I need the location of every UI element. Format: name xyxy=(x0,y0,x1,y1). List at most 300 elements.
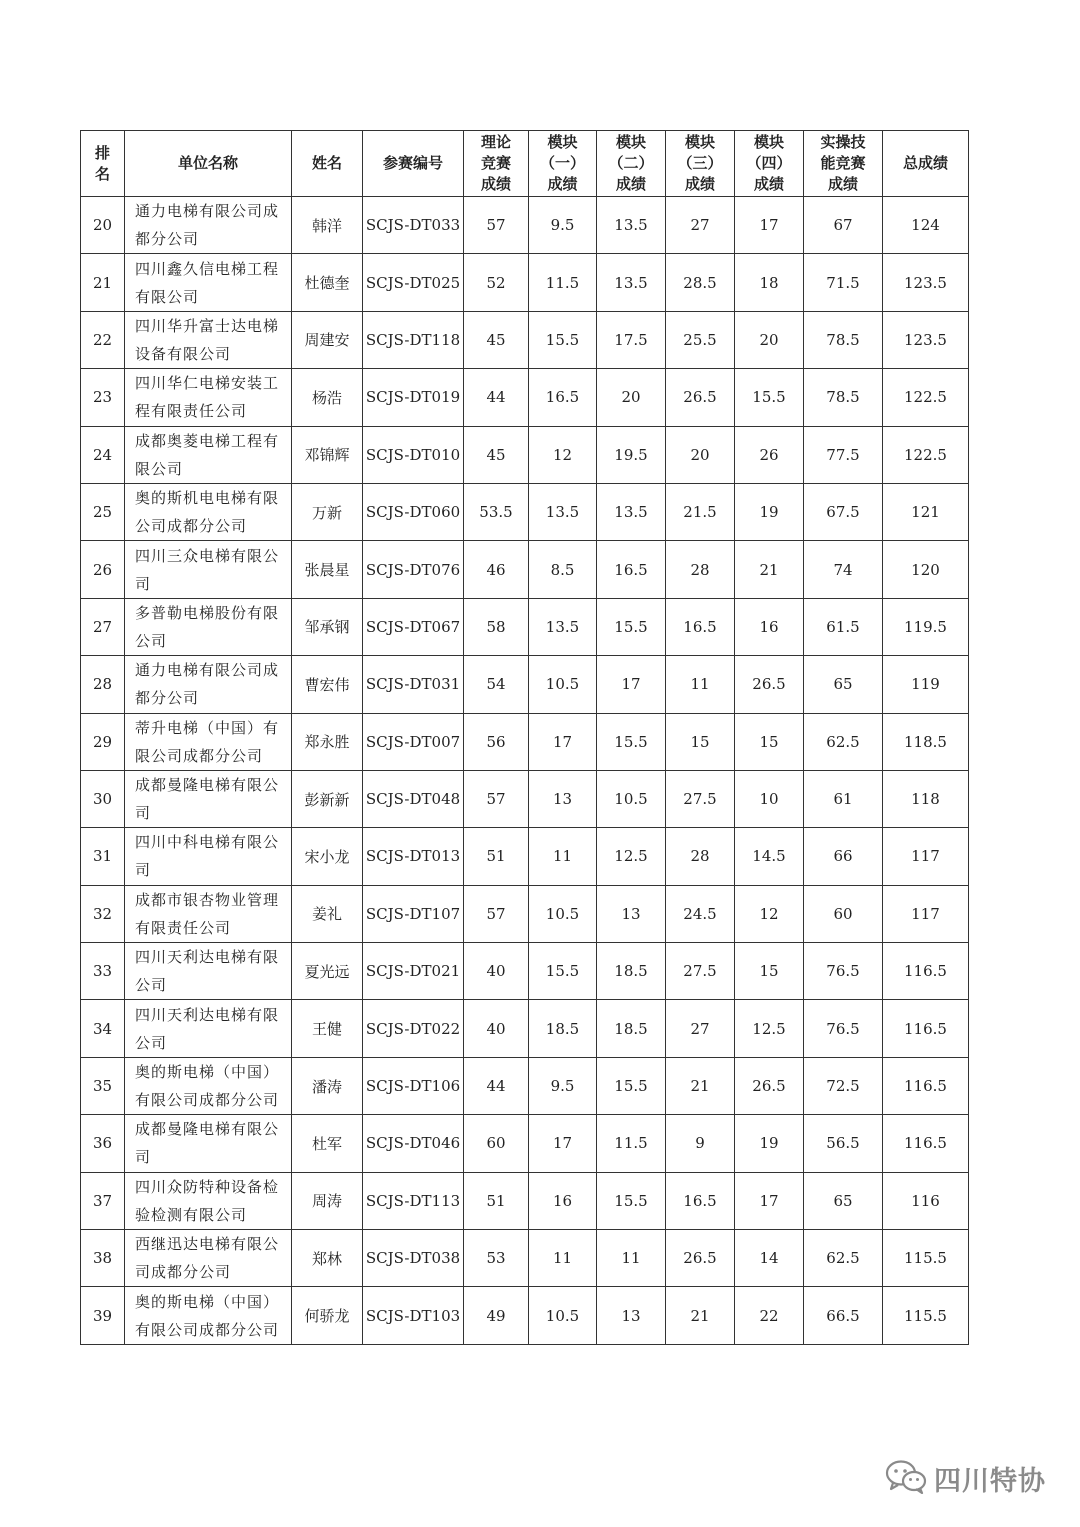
company-line: 奥的斯电梯（中国） xyxy=(135,1063,280,1082)
cell-rank: 22 xyxy=(81,311,125,368)
cell-company xyxy=(125,197,292,254)
cell-id: SCJS-DT076 xyxy=(363,541,464,598)
cell-company xyxy=(125,1230,292,1287)
cell-m3: 16.5 xyxy=(666,598,735,655)
cell-theory: 60 xyxy=(464,1115,529,1172)
cell-theory: 52 xyxy=(464,254,529,311)
cell-practical: 67 xyxy=(804,197,883,254)
cell-m3: 26.5 xyxy=(666,369,735,426)
cell-id: SCJS-DT019 xyxy=(363,369,464,426)
cell-id: SCJS-DT060 xyxy=(363,483,464,540)
cell-theory: 40 xyxy=(464,1000,529,1057)
cell-name: 宋小龙 xyxy=(292,828,363,885)
cell-theory: 53.5 xyxy=(464,483,529,540)
cell-id: SCJS-DT025 xyxy=(363,254,464,311)
cell-m1: 11 xyxy=(529,1230,597,1287)
company-line: 司 xyxy=(135,1148,152,1167)
cell-company xyxy=(125,1172,292,1229)
company-line: 都分公司 xyxy=(135,230,200,249)
cell-rank: 34 xyxy=(81,1000,125,1057)
company-line: 蒂升电梯（中国）有 xyxy=(135,718,280,737)
company-line: 司成都分公司 xyxy=(135,1263,232,1282)
cell-m2: 13 xyxy=(597,885,666,942)
company-line: 成都市银杏物业管理 xyxy=(135,890,280,909)
header-company xyxy=(125,131,292,197)
cell-theory: 53 xyxy=(464,1230,529,1287)
company-line: 有限公司成都分公司 xyxy=(135,1320,280,1339)
company-line: 成都曼隆电梯有限公 xyxy=(135,776,280,795)
header-module-1 xyxy=(529,131,597,197)
cell-rank: 20 xyxy=(81,197,125,254)
header-line: 成绩 xyxy=(480,175,511,193)
cell-id: SCJS-DT106 xyxy=(363,1057,464,1114)
cell-rank: 24 xyxy=(81,426,125,483)
cell-id: SCJS-DT038 xyxy=(363,1230,464,1287)
cell-total: 119.5 xyxy=(883,598,969,655)
cell-practical: 67.5 xyxy=(804,483,883,540)
header-line: （一） xyxy=(539,154,585,172)
table-row xyxy=(81,770,969,827)
cell-m2: 15.5 xyxy=(597,598,666,655)
cell-name: 夏光远 xyxy=(292,943,363,1000)
cell-company xyxy=(125,369,292,426)
cell-id: SCJS-DT033 xyxy=(363,197,464,254)
cell-m4: 15 xyxy=(735,943,804,1000)
cell-theory: 45 xyxy=(464,426,529,483)
cell-m1: 17 xyxy=(529,713,597,770)
cell-practical: 78.5 xyxy=(804,369,883,426)
cell-name: 万新 xyxy=(292,483,363,540)
cell-m3: 27.5 xyxy=(666,943,735,1000)
cell-practical: 65 xyxy=(804,656,883,713)
cell-name: 杨浩 xyxy=(292,369,363,426)
cell-m3: 24.5 xyxy=(666,885,735,942)
cell-company xyxy=(125,1000,292,1057)
company-line: 公司 xyxy=(135,1033,168,1052)
cell-m3: 9 xyxy=(666,1115,735,1172)
cell-total: 116.5 xyxy=(883,1000,969,1057)
header-practical xyxy=(804,131,883,197)
table-row xyxy=(81,483,969,540)
cell-name: 曹宏伟 xyxy=(292,656,363,713)
cell-practical: 60 xyxy=(804,885,883,942)
cell-m2: 13.5 xyxy=(597,483,666,540)
cell-id: SCJS-DT046 xyxy=(363,1115,464,1172)
cell-m1: 10.5 xyxy=(529,1287,597,1344)
cell-m3: 21.5 xyxy=(666,483,735,540)
company-line: 成都奥菱电梯工程有 xyxy=(135,431,280,450)
table-row xyxy=(81,426,969,483)
cell-total: 123.5 xyxy=(883,311,969,368)
cell-rank: 35 xyxy=(81,1057,125,1114)
cell-m4: 26.5 xyxy=(735,656,804,713)
company-line: 公司 xyxy=(135,976,168,995)
cell-theory: 57 xyxy=(464,885,529,942)
cell-m4: 14 xyxy=(735,1230,804,1287)
company-line: 四川中科电梯有限公 xyxy=(135,833,280,852)
company-line: 多普勒电梯股份有限 xyxy=(135,603,280,622)
company-line: 通力电梯有限公司成 xyxy=(135,202,280,221)
cell-m4: 14.5 xyxy=(735,828,804,885)
header-line: 模块 xyxy=(753,133,784,151)
cell-m2: 17.5 xyxy=(597,311,666,368)
cell-m2: 13 xyxy=(597,1287,666,1344)
cell-m2: 10.5 xyxy=(597,770,666,827)
cell-m1: 15.5 xyxy=(529,943,597,1000)
cell-total: 123.5 xyxy=(883,254,969,311)
cell-company xyxy=(125,656,292,713)
header-total xyxy=(883,131,969,197)
cell-practical: 61.5 xyxy=(804,598,883,655)
company-line: 四川华仁电梯安装工 xyxy=(135,374,280,393)
table-row xyxy=(81,311,969,368)
cell-total: 124 xyxy=(883,197,969,254)
cell-id: SCJS-DT010 xyxy=(363,426,464,483)
cell-practical: 66.5 xyxy=(804,1287,883,1344)
wechat-icon xyxy=(884,1458,928,1498)
cell-m4: 19 xyxy=(735,483,804,540)
cell-name: 周建安 xyxy=(292,311,363,368)
company-line: 四川众防特种设备检 xyxy=(135,1177,280,1196)
cell-id: SCJS-DT113 xyxy=(363,1172,464,1229)
cell-m3: 25.5 xyxy=(666,311,735,368)
cell-theory: 54 xyxy=(464,656,529,713)
cell-name: 杜德奎 xyxy=(292,254,363,311)
watermark xyxy=(884,1458,1046,1498)
cell-name: 潘涛 xyxy=(292,1057,363,1114)
cell-m3: 20 xyxy=(666,426,735,483)
cell-m1: 8.5 xyxy=(529,541,597,598)
company-line: 西继迅达电梯有限公 xyxy=(135,1235,280,1254)
cell-total: 116 xyxy=(883,1172,969,1229)
cell-m3: 16.5 xyxy=(666,1172,735,1229)
cell-practical: 72.5 xyxy=(804,1057,883,1114)
cell-practical: 71.5 xyxy=(804,254,883,311)
header-module-4 xyxy=(735,131,804,197)
cell-practical: 61 xyxy=(804,770,883,827)
company-line: 四川天利达电梯有限 xyxy=(135,1005,280,1024)
header-row xyxy=(81,131,969,197)
cell-total: 116.5 xyxy=(883,1057,969,1114)
cell-rank: 31 xyxy=(81,828,125,885)
cell-rank: 25 xyxy=(81,483,125,540)
cell-m1: 13.5 xyxy=(529,483,597,540)
cell-practical: 77.5 xyxy=(804,426,883,483)
header-module-2 xyxy=(597,131,666,197)
company-line: 奥的斯电梯（中国） xyxy=(135,1292,280,1311)
cell-m4: 21 xyxy=(735,541,804,598)
cell-company xyxy=(125,828,292,885)
cell-practical: 65 xyxy=(804,1172,883,1229)
header-line: 成绩 xyxy=(753,175,784,193)
cell-m1: 13 xyxy=(529,770,597,827)
header-line: 实操技 xyxy=(820,133,866,151)
cell-total: 118.5 xyxy=(883,713,969,770)
cell-m2: 11 xyxy=(597,1230,666,1287)
cell-m2: 12.5 xyxy=(597,828,666,885)
header-line: 排 xyxy=(94,143,110,162)
cell-rank: 29 xyxy=(81,713,125,770)
cell-theory: 51 xyxy=(464,1172,529,1229)
cell-m3: 11 xyxy=(666,656,735,713)
cell-total: 122.5 xyxy=(883,369,969,426)
cell-name: 郑永胜 xyxy=(292,713,363,770)
table-body xyxy=(81,197,969,1345)
header-id xyxy=(363,131,464,197)
cell-name: 何骄龙 xyxy=(292,1287,363,1344)
cell-rank: 32 xyxy=(81,885,125,942)
header-line: （四） xyxy=(746,154,792,172)
company-line: 有限责任公司 xyxy=(135,918,232,937)
table-row xyxy=(81,1000,969,1057)
company-line: 有限公司 xyxy=(135,287,200,306)
cell-id: SCJS-DT021 xyxy=(363,943,464,1000)
cell-total: 116.5 xyxy=(883,943,969,1000)
cell-m2: 20 xyxy=(597,369,666,426)
header-theory xyxy=(464,131,529,197)
company-line: 限公司成都分公司 xyxy=(135,746,264,765)
cell-id: SCJS-DT022 xyxy=(363,1000,464,1057)
table-row xyxy=(81,1057,969,1114)
header-line: 成绩 xyxy=(827,175,858,193)
cell-name: 邹承钢 xyxy=(292,598,363,655)
cell-m3: 28 xyxy=(666,541,735,598)
company-line: 公司成都分公司 xyxy=(135,517,248,536)
table-row xyxy=(81,1230,969,1287)
cell-m4: 12.5 xyxy=(735,1000,804,1057)
cell-name: 姜礼 xyxy=(292,885,363,942)
cell-total: 115.5 xyxy=(883,1230,969,1287)
header-line: 模块 xyxy=(615,133,646,151)
cell-m2: 13.5 xyxy=(597,197,666,254)
cell-total: 117 xyxy=(883,885,969,942)
cell-company xyxy=(125,426,292,483)
cell-id: SCJS-DT118 xyxy=(363,311,464,368)
cell-id: SCJS-DT048 xyxy=(363,770,464,827)
cell-name: 周涛 xyxy=(292,1172,363,1229)
table-row xyxy=(81,1115,969,1172)
cell-m1: 11.5 xyxy=(529,254,597,311)
cell-m4: 18 xyxy=(735,254,804,311)
cell-company xyxy=(125,541,292,598)
cell-rank: 23 xyxy=(81,369,125,426)
table-row xyxy=(81,254,969,311)
cell-id: SCJS-DT031 xyxy=(363,656,464,713)
cell-rank: 26 xyxy=(81,541,125,598)
watermark-text: 四川特协 xyxy=(934,1465,1046,1497)
header-rank xyxy=(81,131,125,197)
header-line: 竞赛 xyxy=(480,154,511,172)
cell-m3: 28.5 xyxy=(666,254,735,311)
cell-theory: 40 xyxy=(464,943,529,1000)
table-row xyxy=(81,656,969,713)
company-line: 奥的斯机电电梯有限 xyxy=(135,489,280,508)
cell-practical: 78.5 xyxy=(804,311,883,368)
header-line: 参赛编号 xyxy=(382,154,443,172)
cell-m2: 13.5 xyxy=(597,254,666,311)
cell-total: 121 xyxy=(883,483,969,540)
cell-m1: 13.5 xyxy=(529,598,597,655)
cell-m3: 27 xyxy=(666,1000,735,1057)
cell-m4: 15.5 xyxy=(735,369,804,426)
header-line: （二） xyxy=(608,154,654,172)
cell-practical: 76.5 xyxy=(804,1000,883,1057)
cell-theory: 51 xyxy=(464,828,529,885)
cell-name: 杜军 xyxy=(292,1115,363,1172)
cell-id: SCJS-DT007 xyxy=(363,713,464,770)
cell-theory: 44 xyxy=(464,1057,529,1114)
cell-practical: 56.5 xyxy=(804,1115,883,1172)
company-line: 四川三众电梯有限公 xyxy=(135,546,280,565)
cell-m4: 15 xyxy=(735,713,804,770)
cell-m2: 18.5 xyxy=(597,1000,666,1057)
cell-rank: 30 xyxy=(81,770,125,827)
cell-company xyxy=(125,770,292,827)
cell-name: 邓锦辉 xyxy=(292,426,363,483)
cell-practical: 62.5 xyxy=(804,1230,883,1287)
header-line: 成绩 xyxy=(615,175,646,193)
company-line: 程有限责任公司 xyxy=(135,402,248,421)
cell-m2: 18.5 xyxy=(597,943,666,1000)
cell-m2: 16.5 xyxy=(597,541,666,598)
cell-practical: 74 xyxy=(804,541,883,598)
cell-rank: 37 xyxy=(81,1172,125,1229)
cell-rank: 28 xyxy=(81,656,125,713)
table-row xyxy=(81,943,969,1000)
header-name xyxy=(292,131,363,197)
cell-theory: 44 xyxy=(464,369,529,426)
cell-rank: 39 xyxy=(81,1287,125,1344)
table-row xyxy=(81,885,969,942)
cell-theory: 46 xyxy=(464,541,529,598)
table-row xyxy=(81,197,969,254)
cell-total: 120 xyxy=(883,541,969,598)
cell-m4: 10 xyxy=(735,770,804,827)
cell-m1: 16 xyxy=(529,1172,597,1229)
cell-theory: 57 xyxy=(464,197,529,254)
cell-m1: 12 xyxy=(529,426,597,483)
cell-m1: 15.5 xyxy=(529,311,597,368)
cell-m2: 11.5 xyxy=(597,1115,666,1172)
company-line: 成都曼隆电梯有限公 xyxy=(135,1120,280,1139)
cell-m3: 15 xyxy=(666,713,735,770)
cell-total: 122.5 xyxy=(883,426,969,483)
cell-m4: 22 xyxy=(735,1287,804,1344)
cell-m4: 19 xyxy=(735,1115,804,1172)
cell-total: 118 xyxy=(883,770,969,827)
cell-rank: 27 xyxy=(81,598,125,655)
cell-id: SCJS-DT067 xyxy=(363,598,464,655)
company-line: 设备有限公司 xyxy=(135,344,232,363)
cell-company xyxy=(125,311,292,368)
header-line: 理论 xyxy=(480,133,511,151)
cell-rank: 21 xyxy=(81,254,125,311)
cell-company xyxy=(125,598,292,655)
cell-id: SCJS-DT013 xyxy=(363,828,464,885)
cell-m2: 15.5 xyxy=(597,713,666,770)
header-line: 姓名 xyxy=(311,154,342,172)
cell-company xyxy=(125,1057,292,1114)
header-line: 成绩 xyxy=(547,175,578,193)
company-line: 司 xyxy=(135,804,152,823)
cell-m1: 18.5 xyxy=(529,1000,597,1057)
cell-company xyxy=(125,1287,292,1344)
cell-company xyxy=(125,885,292,942)
cell-total: 117 xyxy=(883,828,969,885)
table-row xyxy=(81,598,969,655)
header-line: （三） xyxy=(677,154,723,172)
table-row xyxy=(81,1172,969,1229)
cell-name: 王健 xyxy=(292,1000,363,1057)
company-line: 限公司 xyxy=(135,459,184,478)
cell-m2: 15.5 xyxy=(597,1057,666,1114)
company-line: 通力电梯有限公司成 xyxy=(135,661,280,680)
company-line: 四川天利达电梯有限 xyxy=(135,948,280,967)
cell-id: SCJS-DT103 xyxy=(363,1287,464,1344)
table-row xyxy=(81,828,969,885)
cell-practical: 62.5 xyxy=(804,713,883,770)
cell-m4: 26 xyxy=(735,426,804,483)
cell-rank: 33 xyxy=(81,943,125,1000)
cell-m3: 27 xyxy=(666,197,735,254)
cell-theory: 45 xyxy=(464,311,529,368)
company-line: 都分公司 xyxy=(135,689,200,708)
cell-m3: 21 xyxy=(666,1287,735,1344)
cell-m4: 20 xyxy=(735,311,804,368)
cell-name: 韩洋 xyxy=(292,197,363,254)
header-line: 能竞赛 xyxy=(820,154,866,172)
company-line: 有限公司成都分公司 xyxy=(135,1091,280,1110)
cell-theory: 57 xyxy=(464,770,529,827)
cell-m1: 10.5 xyxy=(529,656,597,713)
cell-m4: 26.5 xyxy=(735,1057,804,1114)
company-line: 司 xyxy=(135,574,152,593)
score-table xyxy=(80,130,969,1345)
cell-m3: 26.5 xyxy=(666,1230,735,1287)
cell-total: 116.5 xyxy=(883,1115,969,1172)
cell-name: 彭新新 xyxy=(292,770,363,827)
table-row xyxy=(81,713,969,770)
cell-theory: 56 xyxy=(464,713,529,770)
cell-m4: 12 xyxy=(735,885,804,942)
cell-m3: 27.5 xyxy=(666,770,735,827)
company-line: 验检测有限公司 xyxy=(135,1205,248,1224)
cell-total: 115.5 xyxy=(883,1287,969,1344)
header-module-3 xyxy=(666,131,735,197)
cell-theory: 58 xyxy=(464,598,529,655)
cell-total: 119 xyxy=(883,656,969,713)
cell-m1: 10.5 xyxy=(529,885,597,942)
header-line: 模块 xyxy=(684,133,715,151)
header-line: 成绩 xyxy=(684,175,715,193)
cell-name: 郑林 xyxy=(292,1230,363,1287)
header-line: 模块 xyxy=(547,133,578,151)
cell-m3: 21 xyxy=(666,1057,735,1114)
cell-name: 张晨星 xyxy=(292,541,363,598)
cell-m3: 28 xyxy=(666,828,735,885)
cell-company xyxy=(125,713,292,770)
header-line: 总成绩 xyxy=(902,154,948,172)
cell-m1: 9.5 xyxy=(529,1057,597,1114)
cell-m4: 17 xyxy=(735,1172,804,1229)
cell-practical: 66 xyxy=(804,828,883,885)
cell-m2: 15.5 xyxy=(597,1172,666,1229)
cell-m4: 17 xyxy=(735,197,804,254)
table-row xyxy=(81,1287,969,1344)
header-line: 单位名称 xyxy=(177,154,238,172)
cell-m2: 17 xyxy=(597,656,666,713)
table-row xyxy=(81,541,969,598)
